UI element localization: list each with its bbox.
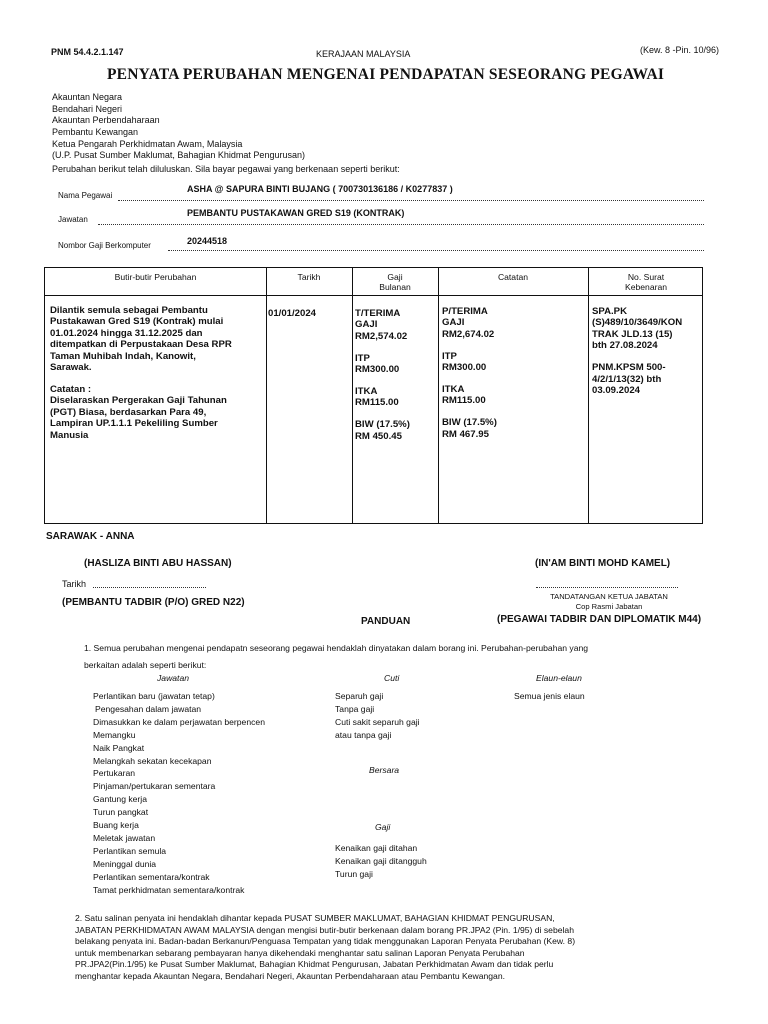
surat-line: TRAK JLD.13 (15)	[592, 328, 673, 340]
list-item: Kenaikan gaji ditahan	[335, 843, 418, 853]
nombor-gaji-line	[168, 250, 704, 251]
butir-line: Pustakawan Gred S19 (Kontrak) mulai	[50, 316, 224, 328]
header-gaji	[352, 272, 438, 292]
list-item: Perlantikan sementara/kontrak	[93, 871, 210, 882]
gaji-itp: RM300.00	[355, 364, 400, 376]
list-item: Tanpa gaji	[335, 703, 375, 714]
surat-line: 03.09.2024	[592, 384, 641, 396]
catatan-itp: RM300.00	[442, 362, 487, 374]
left-signatory-post: (PEMBANTU TADBIR (P/O) GRED N22)	[62, 597, 245, 608]
para2-line: PR.JPA2(Pin.1/95) ke Pusat Sumber Maklumat, Bahagian Khidmat Pengurusan, Jabatan Perkhidmatan Awam dan tidak perlu	[75, 959, 554, 970]
gaji-line: GAJI	[355, 319, 378, 331]
catatan-biw: RM 467.95	[442, 428, 489, 440]
list-item: Kenaikan gaji ditangguh	[335, 855, 427, 866]
para2-line: menghantar kepada Akauntan Negara, Bendahari Negeri, Akauntan Perbendaharaan atau Pembantu Kewangan.	[75, 970, 506, 981]
form-code: PNM 54.4.2.1.147	[51, 47, 124, 57]
para2-line: untuk membenarkan sebarang pembayaran hanya dikehendaki menghantar satu salinan Laporan Penyata Perubahan	[75, 947, 525, 958]
intro-text: Perubahan berikut telah diluluskan. Sila bayar pegawai yang berkenaan seperti berikut:	[52, 164, 400, 174]
government-label: KERAJAAN MALAYSIA	[316, 49, 411, 59]
signature-caption	[540, 592, 678, 612]
jawatan-line	[98, 224, 704, 225]
list-item: Naik Pangkat	[93, 742, 145, 753]
addressee-list	[52, 92, 160, 138]
catatan-spacer	[442, 407, 586, 418]
nombor-gaji-label: Nombor Gaji Berkomputer	[58, 241, 151, 250]
list-item: Perlantikan semula	[93, 845, 167, 856]
butir-line: Lampiran UP.1.1.1 Pekeliling Sumber	[50, 418, 218, 430]
nombor-gaji-value: 20244518	[187, 236, 228, 246]
gaji-heading: Gaji	[375, 822, 391, 832]
document-title: PENYATA PERUBAHAN MENGENAI PENDAPATAN SESEORANG PEGAWAI	[107, 66, 665, 83]
left-signatory-name: (HASLIZA BINTI ABU HASSAN)	[84, 558, 232, 569]
butir-line: Catatan :	[50, 383, 92, 395]
list-item: Perlantikan baru (jawatan tetap)	[93, 691, 215, 701]
gaji-line: ITKA	[355, 386, 378, 398]
cell-no-surat	[592, 306, 702, 396]
list-item: Meninggal dunia	[93, 858, 157, 869]
catatan-line: P/TERIMA	[442, 306, 488, 317]
panduan-para2	[75, 913, 715, 983]
right-signatory-name: (IN'AM BINTI MOHD KAMEL)	[535, 558, 671, 569]
cell-tarikh: 01/01/2024	[268, 308, 317, 319]
header-gaji-line2: Bulanan	[379, 282, 411, 292]
cell-gaji-bulanan	[355, 308, 437, 442]
catatan-line: ITKA	[442, 384, 465, 396]
cell-catatan	[442, 306, 586, 440]
perubahan-table	[44, 267, 703, 524]
list-item: Buang kerja	[93, 820, 139, 831]
jawatan-value: PEMBANTU PUSTAKAWAN GRED S19 (KONTRAK)	[187, 208, 405, 218]
header-surat-line1: No. Surat	[627, 272, 665, 282]
list-item: Semua jenis elaun	[514, 691, 585, 701]
gaji-line: T/TERIMA	[355, 308, 401, 319]
col-heading-jawatan: Jawatan	[157, 673, 190, 683]
list-item: Meletak jawatan	[93, 832, 156, 843]
panduan-para1-line1: 1. Semua perubahan mengenai pendapatn seseorang pegawai hendaklah dinyatakan dalam borang ini. Perubahan-perubahan yang	[84, 643, 589, 653]
butir-line: Taman Muhibah Indah, Kanowit,	[50, 350, 196, 362]
surat-line: 4/2/1/13(32) bth	[592, 373, 662, 385]
gaji-spacer	[355, 376, 437, 387]
para2-line: belakang penyata ini. Badan-badan Berkanun/Penguasa Tempatan yang tidak menggunakan Laporan Penyata Perubahan (Kew. 8)	[75, 936, 576, 947]
para2-line: 2. Satu salinan penyata ini hendaklah dihantar kepada PUSAT SUMBER MAKLUMAT, BAHAGIAN KHIDMAT PENGURUSAN,	[75, 913, 555, 923]
catatan-line: BIW (17.5%)	[442, 417, 497, 429]
list-item: Pertukaran	[93, 768, 136, 779]
list-item: Memangku	[93, 729, 136, 740]
addressee-item: Akauntan Negara	[52, 92, 123, 102]
table-column-divider	[266, 268, 267, 523]
nama-pegawai-line	[118, 200, 704, 201]
panduan-title: PANDUAN	[361, 616, 411, 627]
catatan-spacer	[442, 340, 586, 351]
nama-pegawai-value: ASHA @ SAPURA BINTI BUJANG ( 700730136186 / K0277837 )	[187, 184, 453, 194]
gaji-itka: RM115.00	[355, 397, 399, 409]
panduan-para1-line2: berkaitan adalah seperti berikut:	[84, 660, 207, 670]
form-reference: (Kew. 8 -Pin. 10/96)	[640, 45, 720, 55]
gaji-biw: RM 450.45	[355, 430, 402, 442]
cell-butir-perubahan	[50, 305, 264, 441]
tarikh-line	[93, 587, 206, 588]
gaji-list	[335, 842, 427, 881]
addressee-item: Bendahari Negeri	[52, 103, 123, 114]
ketua-pengarah-block	[52, 139, 305, 161]
catatan-spacer	[442, 374, 586, 385]
list-item: Tamat perkhidmatan sementara/kontrak	[93, 884, 245, 895]
list-item: atau tanpa gaji	[335, 729, 392, 740]
right-signatory-post: (PEGAWAI TADBIR DAN DIPLOMATIK M44)	[497, 614, 702, 625]
gaji-spacer	[355, 342, 437, 353]
butir-line: Diselaraskan Pergerakan Gaji Tahunan	[50, 395, 227, 407]
butir-line: (PGT) Biasa, berdasarkan Para 49,	[50, 406, 207, 418]
header-tarikh: Tarikh	[297, 272, 321, 282]
cuti-list	[335, 690, 420, 742]
header-gaji-line1: Gaji	[387, 272, 403, 282]
jawatan-list	[93, 690, 265, 897]
table-column-divider	[588, 268, 589, 523]
list-item: Dimasukkan ke dalam perjawatan berpencen	[93, 716, 265, 727]
table-header-divider	[45, 295, 702, 296]
butir-line: Sarawak.	[50, 362, 92, 374]
region-label: SARAWAK - ANNA	[46, 531, 135, 542]
addressee-item: Pembantu Kewangan	[52, 126, 139, 137]
list-item: Pinjaman/pertukaran sementara	[93, 781, 216, 792]
catatan-line: ITP	[442, 350, 457, 362]
elaun-list	[514, 690, 585, 703]
header-no-surat	[588, 272, 704, 292]
surat-line: bth 27.08.2024	[592, 340, 658, 352]
table-column-divider	[352, 268, 353, 523]
list-item: Pengesahan dalam jawatan	[95, 703, 202, 714]
butir-line: ditempatkan di Perpustakaan Desa RPR	[50, 339, 232, 351]
nama-pegawai-label: Nama Pegawai	[58, 191, 113, 200]
list-item: Separuh gaji	[335, 691, 384, 701]
catatan-line: GAJI	[442, 317, 465, 329]
col-heading-elaun: Elaun-elaun	[536, 673, 582, 683]
catatan-itka: RM115.00	[442, 395, 486, 407]
header-butir: Butir-butir Perubahan	[114, 272, 197, 282]
col-heading-cuti: Cuti	[384, 673, 400, 683]
official-stamp-caption: Cop Rasmi Jabatan	[575, 602, 643, 611]
butir-line: 01.01.2024 hingga 31.12.2025 dan	[50, 327, 203, 339]
jawatan-label: Jawatan	[58, 215, 88, 224]
ketua-line: (U.P. Pusat Sumber Maklumat, Bahagian Khidmat Pengurusan)	[52, 150, 305, 160]
surat-line: (S)489/10/3649/KON	[592, 317, 683, 329]
signature-line	[536, 587, 678, 588]
surat-line: SPA.PK	[592, 306, 628, 317]
addressee-item: Akauntan Perbendaharaan	[52, 115, 160, 125]
butir-line: Dilantik semula sebagai Pembantu	[50, 305, 208, 316]
list-item: Melangkah sekatan kecekapan	[93, 755, 212, 766]
tarikh-label: Tarikh	[62, 579, 87, 589]
ketua-line: Ketua Pengarah Perkhidmatan Awam, Malaysia	[52, 139, 243, 149]
gaji-spacer	[355, 409, 437, 420]
butir-line: Manusia	[50, 429, 89, 441]
surat-line: PNM.KPSM 500-	[592, 362, 666, 374]
gaji-line: BIW (17.5%)	[355, 419, 410, 431]
list-item: Turun gaji	[335, 868, 373, 879]
butir-spacer	[50, 373, 264, 384]
header-catatan: Catatan	[497, 272, 529, 282]
list-item: Cuti sakit separuh gaji	[335, 716, 420, 727]
signature-caption-line: TANDATANGAN KETUA JABATAN	[550, 592, 668, 601]
catatan-amount: RM2,674.02	[442, 328, 495, 340]
table-column-divider	[438, 268, 439, 523]
gaji-amount: RM2,574.02	[355, 330, 408, 342]
para2-line: JABATAN PERKHIDMATAN AWAM MALAYSIA dengan mengisi butir-butir berkenaan dalam borang PR.JPA2 (Pin. 1/95) di sebelah	[75, 924, 574, 935]
gaji-line: ITP	[355, 352, 370, 364]
list-item: Gantung kerja	[93, 794, 147, 805]
bersara-heading: Bersara	[369, 765, 400, 775]
header-surat-line2: Kebenaran	[624, 282, 668, 292]
list-item: Turun pangkat	[93, 807, 149, 818]
surat-spacer	[592, 352, 702, 363]
